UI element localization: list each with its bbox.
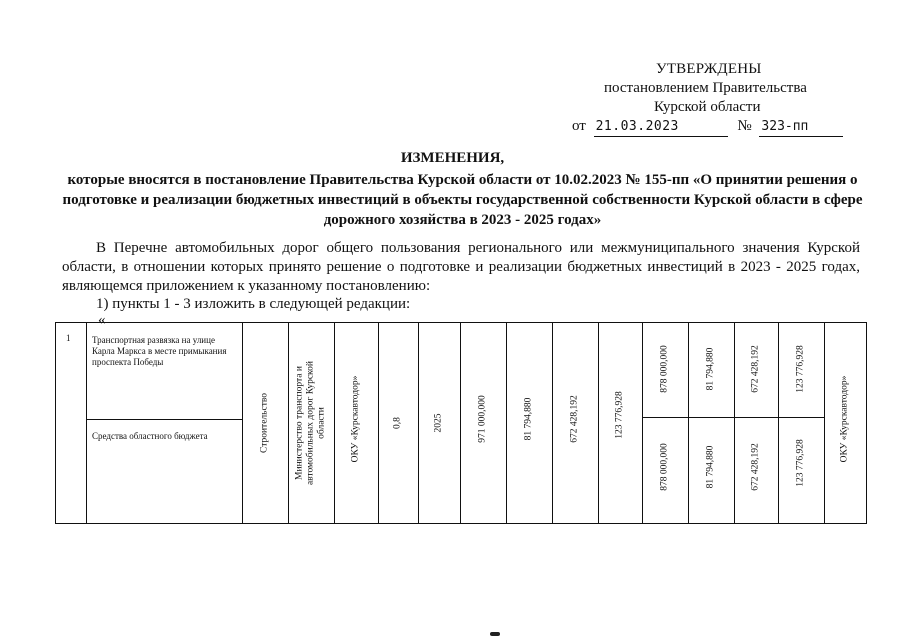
col-divider [778, 323, 779, 523]
bottom-value-c: 123 776,928 [795, 439, 806, 487]
body-paragraph-2: 1) пункты 1 - 3 изложить в следующей редакции: [96, 296, 411, 312]
opening-quote: « [98, 312, 106, 328]
value-a: 81 794,880 [523, 397, 534, 441]
top-total: 878 000,000 [659, 345, 670, 393]
customer: ОКУ «Курскавтодор» [350, 375, 361, 463]
top-value-b: 672 428,192 [750, 345, 761, 393]
top-value-c: 123 776,928 [795, 345, 806, 393]
col-divider [824, 323, 825, 523]
bottom-value-a: 81 794,880 [705, 445, 716, 489]
col-divider [242, 323, 243, 523]
number-prefix: № [737, 118, 752, 134]
col-divider [460, 323, 461, 523]
approval-number: 323-пп [759, 117, 843, 137]
row-divider [86, 419, 242, 420]
row-divider [642, 417, 824, 418]
col-divider [552, 323, 553, 523]
col-divider [642, 323, 643, 523]
commission-year: 2025 [433, 413, 444, 433]
row-number: 1 [66, 333, 71, 343]
col-divider [598, 323, 599, 523]
col-divider [688, 323, 689, 523]
approval-date: 21.03.2023 [594, 117, 728, 137]
col-divider [418, 323, 419, 523]
approval-line-2: постановлением Правительства [604, 80, 807, 96]
approval-line-3: Курской области [654, 99, 761, 115]
approval-date-line [572, 117, 843, 137]
col-divider [334, 323, 335, 523]
total-cost: 971 000,000 [477, 395, 488, 443]
col-divider [288, 323, 289, 523]
document-subtitle: которые вносятся в постановление Правительства Курской области от 10.02.2023 № 155-пп «О принятии решения о подготовке и реализации бюджетных инвестиций в объекты государственной собственности Курской области в сфере дорожного хозяйства в 2023 - 2025 годах» [62, 172, 863, 228]
col-divider [506, 323, 507, 523]
data-table [55, 322, 867, 524]
value-c: 123 776,928 [614, 391, 625, 439]
col-divider [734, 323, 735, 523]
value-b: 672 428,192 [569, 395, 580, 443]
approval-title: УТВЕРЖДЕНЫ [656, 61, 762, 77]
col-divider [378, 323, 379, 523]
bottom-value-b: 672 428,192 [750, 443, 761, 491]
body-paragraph-1: В Перечне автомобильных дорог общего пользования регионального или межмуниципального значения Курской области, в отношении которых принято решение о подготовке и реализации бюджетных инвестиций в 2023 - 2025 годах, являющемся приложением к указанному постановлению: [62, 240, 860, 294]
date-prefix: от [572, 118, 586, 134]
ministry: Министерство транспорта и автомобильных дорог Курской области [294, 360, 327, 486]
funding-source: Средства областного бюджета [92, 431, 208, 441]
recipient: ОКУ «Курскавтодор» [839, 375, 850, 463]
top-value-a: 81 794,880 [705, 347, 716, 391]
work-type: Строительство [259, 392, 270, 454]
object-name: Транспортная развязка на улице Карла Маркса в месте примыкания проспекта Победы [92, 335, 227, 367]
scan-artifact [490, 632, 500, 636]
object-length: 0,8 [392, 417, 403, 429]
col-divider [86, 323, 87, 523]
document-title: ИЗМЕНЕНИЯ, [400, 150, 505, 166]
bottom-total: 878 000,000 [659, 443, 670, 491]
